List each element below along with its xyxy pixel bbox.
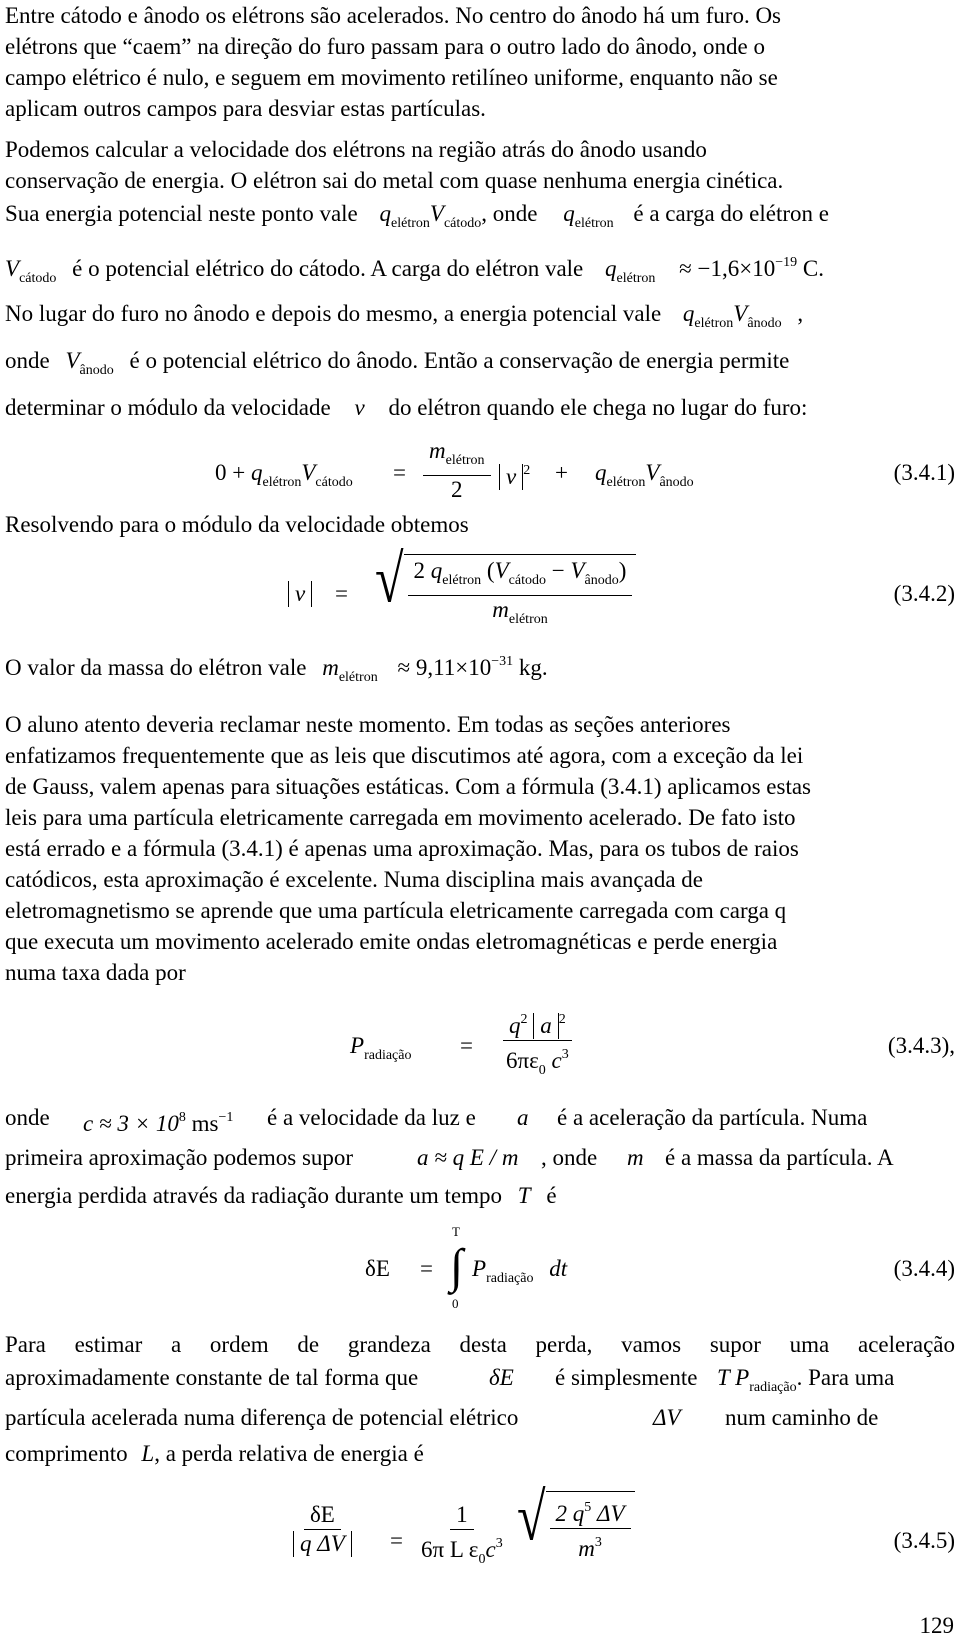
text-line: que executa um movimento acelerado emite ondas eletromagnéticas e perde energia	[5, 929, 778, 954]
text-line: No lugar do furo no ânodo e depois do mesmo, a energia potencial vale $q_{elétron}V_{ânodo}$ ,	[5, 301, 804, 331]
paragraph-radiation	[5, 709, 955, 988]
paragraph-intro	[5, 0, 955, 124]
equation-number: (3.4.2)	[893, 581, 955, 606]
equation-3-4-1: $0 + q_{elétron}V_{cátodo}$ = $m_{elétron}$ 2 v $^2$ + $q_{elétron}V_{ânodo}$ (3.4.1)	[215, 438, 955, 502]
vector-v: v	[354, 395, 365, 420]
text-line: $V_{cátodo}$ é o potencial elétrico do cátodo. A carga do elétron vale $q_{elétron} \approx -1,6\times 10^{-19}$ C.	[5, 255, 824, 286]
text-line: elétrons que “caem” na direção do furo passam para o outro lado do ânodo, onde o	[5, 34, 765, 59]
text-line: enfatizamos frequentemente que as leis que discutimos até agora, com a exceção da lei	[5, 743, 804, 768]
text-line: conservação de energia. O elétron sai do metal com quase nenhuma energia cinética.	[5, 168, 784, 193]
text-line: catódicos, esta aproximação é excelente. Numa disciplina mais avançada de	[5, 867, 703, 892]
text-line: determinar o módulo da velocidade v do elétron quando ele chega no lugar do furo:	[5, 395, 808, 420]
equation-number: (3.4.3),	[887, 1033, 955, 1058]
text-line: campo elétrico é nulo, e seguem em movimento retilíneo uniforme, enquanto não se	[5, 65, 778, 90]
fraction: $\frac{1}{6\pi L \varepsilon_0c^3}$	[421, 1502, 503, 1567]
text-line: numa taxa dada por	[5, 960, 186, 985]
text-line: aplicam outros campos para desviar estas partículas.	[5, 96, 486, 121]
text-line: Sua energia potencial neste ponto vale $q_{elétron}V_{cátodo}$, onde $q_{elétron}$ é a carga do elétron e	[5, 201, 829, 231]
text-line: eletromagnetismo se aprende que uma partícula eletricamente carregada com carga q	[5, 898, 787, 923]
text-line: Entre cátodo e ânodo os elétrons são acelerados. No centro do ânodo há um furo. Os	[5, 3, 782, 28]
equation-number: (3.4.4)	[893, 1256, 955, 1281]
paragraph-estimate: Para estimar a ordem de grandeza desta perda, vamos supor uma aceleração aproximadamente constante de tal forma que δE é simplesmente T $P_{radiação}$. Para uma partícula acelerada numa diferença de potencial elétrico ΔV num caminho de comprimento L, a perda relativa de energia é	[5, 1332, 955, 1466]
paragraph-mass: O valor da massa do elétron vale $m_{elétron} \approx 9,11\times 10^{-31}$ kg.	[5, 654, 548, 685]
paragraph-energy	[5, 134, 955, 423]
equation-3-4-2: v = √ 2 $q_{elétron}$ $(V_{cátodo} - V_{ânodo})$ $m_{elétron}$ (3.4.2)	[5, 554, 955, 640]
text-line: onde $V_{ânodo}$ é o potencial elétrico do ânodo. Então a conservação de energia permite	[5, 348, 790, 378]
equation-3-4-5: $\frac{\delta E}{\text{q ΔV}}$ = $\frac{1}{6\pi L \varepsilon_0c^3}$ √ $\frac{2 q^5 \Delta V}{m^3}$ (3.4.5)	[5, 1491, 955, 1591]
text-line: O aluno atento deveria reclamar neste momento. Em todas as seções anteriores	[5, 712, 731, 737]
square-root: √ $\frac{2 q^5 \Delta V}{m^3}$	[517, 1491, 635, 1565]
text-line: Podemos calcular a velocidade dos elétrons na região atrás do ânodo usando	[5, 137, 707, 162]
text-line: leis para uma partícula eletricamente carregada em movimento acelerado. De fato isto	[5, 805, 796, 830]
text-line: está errado e a fórmula (3.4.1) é apenas uma aproximação. Mas, para os tubos de raios	[5, 836, 799, 861]
equation-3-4-3: $P_{radiação}$ = $\frac{q^2 a ^2}{6\pi\varepsilon_0 c^3}$ (3.4.3),	[5, 1006, 955, 1084]
square-root: √ 2 $q_{elétron}$ $(V_{cátodo} - V_{ânodo})$ $m_{elétron}$	[375, 554, 636, 636]
equation-number: (3.4.5)	[893, 1528, 955, 1553]
fraction: $\frac{q^2 a ^2}{6\pi\varepsilon_0 c^3}$	[500, 1006, 575, 1085]
document-page	[5, 0, 955, 1591]
equation-number: (3.4.1)	[893, 460, 955, 485]
page-number: 129	[919, 1613, 954, 1638]
text-line: de Gauss, valem apenas para situações estáticas. Com a fórmula (3.4.1) aplicamos estas	[5, 774, 812, 799]
fraction: $m_{elétron}$ 2	[423, 437, 491, 504]
paragraph-solve: Resolvendo para o módulo da velocidade obtemos	[5, 512, 469, 537]
paragraph-approx: onde $c \approx 3 \times 10^8$ $ms^{-1}$ é a velocidade da luz e a é a aceleração da partícula. Numa primeira aproximação podemos supor a ≈ q E / m , onde m é a massa da partícula. A energia perdida através da radiação durante um tempo T é	[5, 1105, 894, 1208]
equation-3-4-4: δE = T ∫ 0 $P_{radiação}$ dt (3.4.4)	[365, 1224, 955, 1311]
fraction: $\frac{\delta E}{\text{q ΔV}}$	[287, 1501, 358, 1558]
